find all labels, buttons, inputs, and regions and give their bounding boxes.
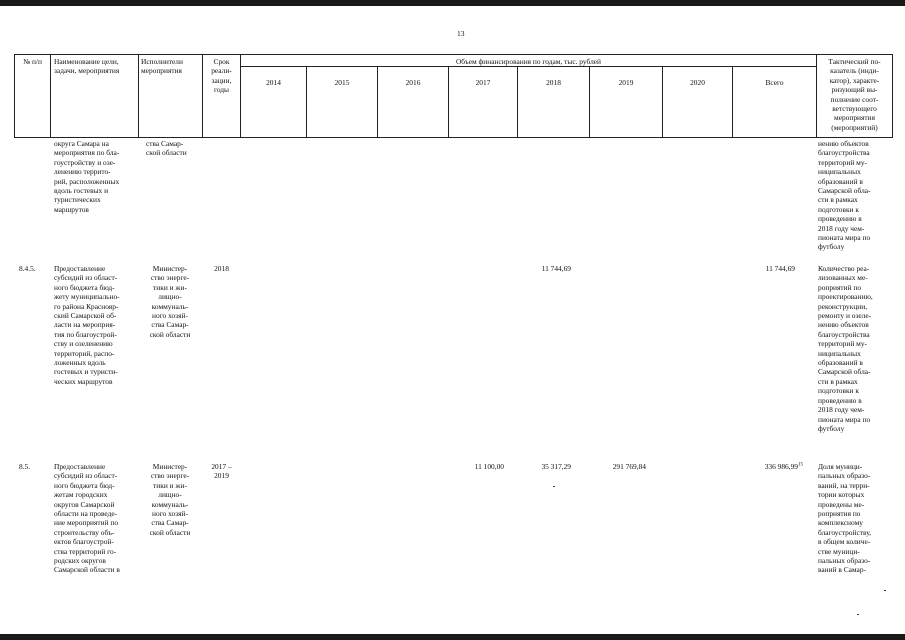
header-indicator: Тактический по- казатель (инди- катор), характе- ризующий вы- полнение соот- ветствующего мероприятия (мероприятий) [828, 57, 881, 132]
scan-speck [553, 486, 555, 487]
row-1-value-2018: 11 744,69 [541, 264, 571, 273]
year-2014: 2014 [266, 78, 281, 87]
col-rule [377, 66, 378, 138]
row-2-name: Предоставление субсидий из област- ного бюджета бюд- жетам городских округов Самарской области на проведе- ние мероприятий по строительству объ- ектов благоустрой- ства территорий го- родских округов Самарской области в [54, 462, 120, 575]
col-rule [732, 66, 733, 138]
col-rule [240, 54, 241, 138]
page-number: 13 [457, 29, 465, 38]
row-2-value-2019: 291 769,84 [612, 462, 646, 471]
header-financing: Объем финансирования по годам, тыс. рублей [455, 57, 602, 66]
header-term: Срок реали- зации, годы [211, 57, 232, 95]
row-2-num: 8.5. [19, 462, 31, 471]
row-2-value-2018: 35 317,29 [541, 462, 571, 471]
row-1-executor: Министер- ство энерге- тики и жи- лищно- коммуналь- ного хозяй- ства Самар- ской области [149, 264, 191, 339]
header-bottom-rule [14, 137, 892, 138]
header-top-rule [14, 54, 892, 55]
row-2-value-2017: 11 100,00 [474, 462, 504, 471]
row-2-value-total [733, 462, 803, 471]
col-rule [138, 54, 139, 138]
row-1-value-total: 11 744,69 [765, 264, 795, 273]
col-rule [50, 54, 51, 138]
row-1-indicator: Количество реа- лизованных ме- роприятий по проектированию, реконструкции, ремонту и озеле- нению объектов благоустройства территорий му- ниципальных образований в Самарской обла- сти в рамках подготовки к проведению в 2018 году чем- пионата мира по футболу [818, 264, 873, 433]
year-total: Всего [765, 78, 784, 87]
row-1-term: 2018 [214, 264, 229, 273]
year-2015: 2015 [334, 78, 350, 87]
row-2-total-amount: 336 986,99 [764, 462, 798, 471]
header-executors: Исполнители мероприятия [141, 57, 183, 76]
col-rule [14, 54, 15, 138]
year-2019: 2019 [618, 78, 634, 87]
year-2017: 2017 [475, 78, 491, 87]
col-rule [589, 66, 590, 138]
bottom-border-bar [0, 634, 905, 640]
col-rule [306, 66, 307, 138]
year-2020: 2020 [690, 78, 705, 87]
top-border-bar [0, 0, 905, 6]
header-num: № п/п [23, 57, 42, 66]
row-2-executor: Министер- ство энерге- тики и жи- лищно- коммуналь- ного хозяй- ства Самар- ской области [149, 462, 191, 537]
footnote-marker: 15 [798, 462, 803, 468]
col-rule [662, 66, 663, 138]
row-1-num: 8.4.5. [19, 264, 36, 273]
header-name: Наименование цели, задачи, мероприятия [54, 57, 120, 76]
col-rule [448, 66, 449, 138]
year-2018: 2018 [546, 78, 561, 87]
col-rule [517, 66, 518, 138]
row-0-executor: ства Самар- ской области [146, 139, 187, 158]
scan-speck [857, 614, 859, 615]
scan-speck [884, 590, 886, 591]
row-1-name: Предоставление субсидий из област- ного бюджета бюд- жету муниципально- го района Краснояр- ский Самарской об- ласти на мероприя- тия по благоустрой- ству и озеленению территорий, распо- ложенных вдоль гостевых и туристи- ческих маршрутов [54, 264, 120, 386]
year-2016: 2016 [405, 78, 421, 87]
row-2-indicator: Доля муници- пальных образо- ваний, на терри- тории которых проведены ме- роприятия по комплексному благоустройству, в общем количе- стве муници- пальных образо- ваний в Самар- [818, 462, 871, 575]
col-rule [892, 54, 893, 138]
row-2-term: 2017 – 2019 [211, 462, 232, 481]
row-0-name: округа Самара на мероприятия по бла- гоустройству и озе- ленению террито- рий, расположенных вдоль гостевых и туристических маршрутов [54, 139, 120, 214]
row-0-indicator: нению объектов благоустройства территорий му- ниципальных образований в Самарской обла- сти в рамках подготовки к проведению в 2018 году чем- пионата мира по футболу [818, 139, 871, 252]
